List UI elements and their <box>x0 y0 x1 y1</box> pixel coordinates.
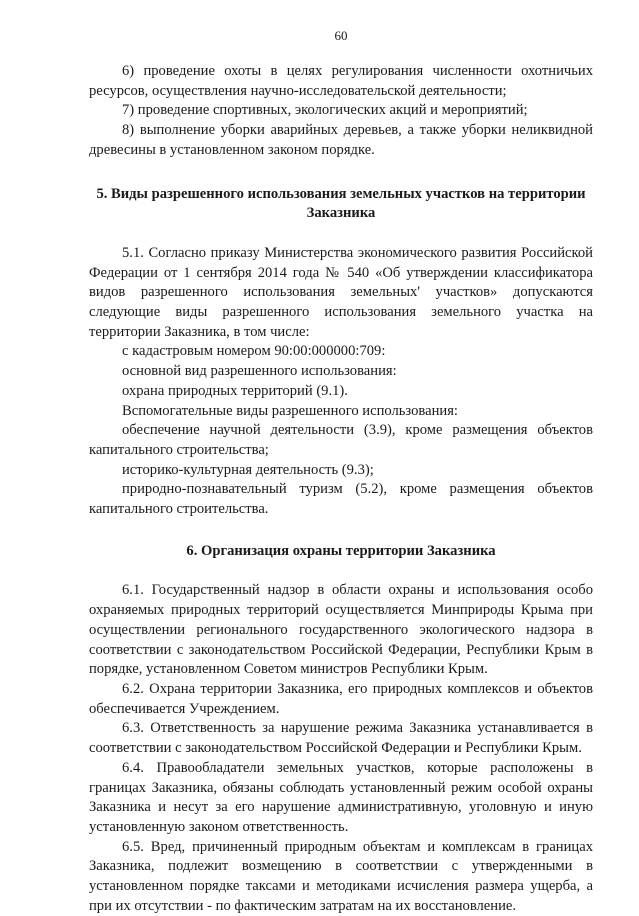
cadastral-number-line: с кадастровым номером 90:00:000000:709: <box>122 343 386 360</box>
intro-item-8: 8) выполнение уборки аварийных деревьев, а также уборки неликвидной древесины в установленном законом порядке. <box>89 122 593 158</box>
intro-item-6: 6) проведение охоты в целях регулирования численности охотничьих ресурсов, осуществления научно-исследовательской деятельности; <box>89 63 593 99</box>
paragraph-6-2: 6.2. Охрана территории Заказника, его природных комплексов и объектов обеспечивается Учреждением. <box>89 680 593 717</box>
section-5-title: 5. Виды разрешенного использования земельных участков на территории Заказника <box>96 185 586 222</box>
intro-item-7: 7) проведение спортивных, экологических акций и мероприятий; <box>122 102 528 119</box>
section-6-title: 6. Организация охраны территории Заказника <box>186 542 496 559</box>
paragraph-6-4: 6.4. Правообладатели земельных участков, которые расположены в границах Заказника, обязаны соблюдать установленный режим особой охраны Заказника и несут за его нарушение административную, уголовную и иную установленную законом ответственность. <box>89 759 593 835</box>
auxiliary-kind-2: историко-культурная деятельность (9.3); <box>122 461 374 478</box>
paragraph-6-5: 6.5. Вред, причиненный природным объектам и комплексам в границах Заказника, подлежит возмещению в соответствии с утвержденными в установленном порядке таксами и методиками исчисления размера ущерба, а при их отсутствии - по фактическим затратам на их восстановление. <box>89 838 593 914</box>
auxiliary-kind-3: природно-познавательный туризм (5.2), кроме размещения объектов капитального строительства. <box>89 481 593 518</box>
auxiliary-kind-1: обеспечение научной деятельности (3.9), кроме размещения объектов капитального строительства; <box>89 422 593 458</box>
paragraph-6-1: 6.1. Государственный надзор в области охраны и использования особо охраняемых природных территорий осуществляется Минприроды Крыма при осуществлении регионального государственного экологического надзора в соответствии с законодательством Российской Федерации, Республики Крым в порядке, установленном Советом министров Республики Крым. <box>89 582 593 678</box>
page-number: 60 <box>334 28 348 43</box>
main-kind-label: основной вид разрешенного использования: <box>122 363 397 380</box>
paragraph-5-1: 5.1. Согласно приказу Министерства экономического развития Российской Федерации от 1 сентября 2014 года № 540 «Об утверждении классификатора видов разрешенного использования земельных' участков» допускаются следующие виды разрешенного использования земельного участка на территории Заказника, в том числе: <box>89 244 593 340</box>
auxiliary-kinds-label: Вспомогательные виды разрешенного использования: <box>122 402 458 419</box>
main-kind-value: охрана природных территорий (9.1). <box>122 382 348 399</box>
paragraph-6-3: 6.3. Ответственность за нарушение режима Заказника устанавливается в соответствии с законодательством Российской Федерации и Республики Крым. <box>89 720 593 757</box>
